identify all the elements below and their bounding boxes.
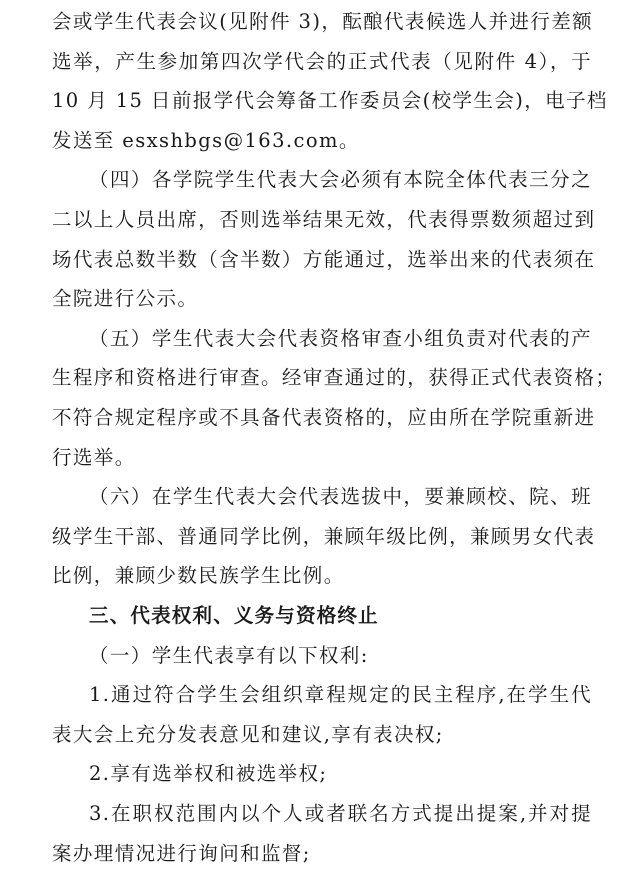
body-line: 案办理情况进行询问和监督; <box>52 841 311 865</box>
body-line: 比例，兼顾少数民族学生比例。 <box>52 564 345 588</box>
body-line: 全院进行公示。 <box>52 287 199 311</box>
paragraph-6-start: （六）在学生代表大会代表选拔中，要兼顾校、院、班 <box>89 485 592 509</box>
body-line: 会或学生代表会议(见附件 3)，酝酿代表候选人并进行差额 <box>52 10 594 33</box>
list-item-1-start: 1.通过符合学生会组织章程规定的民主程序,在学生代 <box>89 683 592 707</box>
body-line: 生程序和资格进行审查。经审查通过的，获得正式代表资格； <box>52 366 617 390</box>
body-line: 场代表总数半数（含半数）方能通过，选举出来的代表须在 <box>52 247 596 271</box>
body-line: 发送至 esxshbgs@163.com。 <box>52 128 360 152</box>
body-line: 不符合规定程序或不具备代表资格的，应由所在学院重新进 <box>52 406 596 429</box>
list-item-2: 2.享有选举权和被选举权; <box>89 762 328 786</box>
body-line: 表大会上充分发表意见和建议,享有表决权; <box>52 722 444 746</box>
paragraph-4-start: （四）各学院学生代表大会必须有本院全体代表三分之 <box>89 168 592 192</box>
body-line: 级学生干部、普通同学比例，兼顾年级比例，兼顾男女代表 <box>52 524 596 548</box>
list-item-3-start: 3.在职权范围内以个人或者联名方式提出提案,并对提 <box>89 802 592 825</box>
section-heading: 三、代表权利、义务与资格终止 <box>89 604 379 627</box>
paragraph-5-start: （五）学生代表大会代表资格审查小组负责对代表的产 <box>89 326 592 350</box>
body-line: 行选举。 <box>52 445 136 469</box>
body-line: 10 月 15 日前报学代会筹备工作委员会(校学生会)，电子档 <box>52 89 608 113</box>
body-line: 二以上人员出席，否则选举结果无效，代表得票数须超过到 <box>52 208 596 231</box>
body-line: 选举，产生参加第四次学代会的正式代表（见附件 4），于 <box>52 49 592 73</box>
subsection-heading: （一）学生代表享有以下权利: <box>89 643 369 667</box>
